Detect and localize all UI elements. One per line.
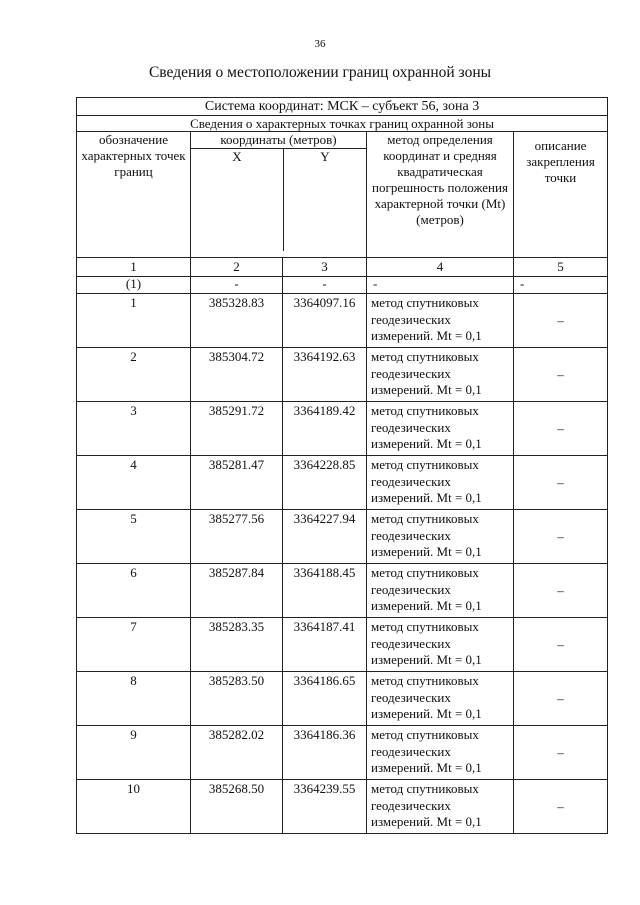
- header-coordinates-group: [191, 132, 367, 258]
- method-description: метод спутниковых геодезических измерений. Mt = 0,1: [367, 618, 514, 672]
- empty-cell: -: [367, 277, 514, 294]
- column-number: 1: [77, 258, 191, 277]
- header-coordinates: координаты (метров): [191, 132, 366, 149]
- contour-label: (1): [77, 277, 191, 294]
- table-row: [77, 780, 608, 834]
- coordinate-x: 385283.50: [191, 672, 283, 726]
- point-id: 2: [77, 348, 191, 402]
- coordinate-y: 3364186.36: [283, 726, 367, 780]
- coordinate-x: 385328.83: [191, 294, 283, 348]
- point-id: 5: [77, 510, 191, 564]
- point-id: 10: [77, 780, 191, 834]
- empty-cell: -: [283, 277, 367, 294]
- coordinate-x: 385304.72: [191, 348, 283, 402]
- method-description: метод спутниковых геодезических измерений. Mt = 0,1: [367, 402, 514, 456]
- header-description: описание закрепления точки: [514, 132, 608, 258]
- fixing-description: –: [514, 456, 608, 510]
- fixing-description: –: [514, 672, 608, 726]
- table-row: [77, 294, 608, 348]
- table-row: [77, 402, 608, 456]
- fixing-description: –: [514, 780, 608, 834]
- coordinate-y: 3364097.16: [283, 294, 367, 348]
- empty-cell: -: [514, 277, 608, 294]
- coordinate-y: 3364239.55: [283, 780, 367, 834]
- point-id: 6: [77, 564, 191, 618]
- column-numbers-row: [77, 258, 608, 277]
- table-row: [77, 456, 608, 510]
- coordinate-x: 385283.35: [191, 618, 283, 672]
- method-description: метод спутниковых геодезических измерений. Mt = 0,1: [367, 672, 514, 726]
- point-id: 4: [77, 456, 191, 510]
- column-number: 4: [367, 258, 514, 277]
- document-title: Сведения о местоположении границ охранной зоны: [148, 64, 492, 81]
- coordinate-x: 385268.50: [191, 780, 283, 834]
- fixing-description: –: [514, 294, 608, 348]
- table-row: [77, 510, 608, 564]
- method-description: метод спутниковых геодезических измерений. Mt = 0,1: [367, 456, 514, 510]
- point-id: 3: [77, 402, 191, 456]
- coordinate-x: 385281.47: [191, 456, 283, 510]
- coordinate-system-title: Система координат: МСК – субъект 56, зона 3: [77, 98, 608, 116]
- point-id: 1: [77, 294, 191, 348]
- coordinate-y: 3364228.85: [283, 456, 367, 510]
- point-id: 9: [77, 726, 191, 780]
- coordinate-y: 3364189.42: [283, 402, 367, 456]
- fixing-description: –: [514, 564, 608, 618]
- info-title-row: [77, 116, 608, 132]
- table-row: [77, 348, 608, 402]
- coordinate-x: 385282.02: [191, 726, 283, 780]
- column-number: 2: [191, 258, 283, 277]
- coordinates-table: [76, 97, 608, 834]
- table-row: [77, 564, 608, 618]
- page-number: 36: [314, 38, 326, 50]
- header-designation: обозначение характерных точек границ: [77, 132, 191, 258]
- header-row: [77, 132, 608, 258]
- point-id: 8: [77, 672, 191, 726]
- fixing-description: –: [514, 348, 608, 402]
- table-row: [77, 726, 608, 780]
- point-id: 7: [77, 618, 191, 672]
- fixing-description: –: [514, 726, 608, 780]
- column-number: 5: [514, 258, 608, 277]
- coordinate-x: 385277.56: [191, 510, 283, 564]
- fixing-description: –: [514, 402, 608, 456]
- header-y: Y: [320, 149, 330, 164]
- method-description: метод спутниковых геодезических измерений. Mt = 0,1: [367, 348, 514, 402]
- empty-cell: -: [191, 277, 283, 294]
- coordinate-x: 385291.72: [191, 402, 283, 456]
- table-row: [77, 618, 608, 672]
- table-row: [77, 672, 608, 726]
- column-number: 3: [283, 258, 367, 277]
- coordinate-y: 3364187.41: [283, 618, 367, 672]
- coordinate-x: 385287.84: [191, 564, 283, 618]
- contour-row: [77, 277, 608, 294]
- method-description: метод спутниковых геодезических измерений. Mt = 0,1: [367, 294, 514, 348]
- fixing-description: –: [514, 618, 608, 672]
- method-description: метод спутниковых геодезических измерений. Mt = 0,1: [367, 780, 514, 834]
- header-x: X: [191, 149, 284, 251]
- coordinate-y: 3364227.94: [283, 510, 367, 564]
- header-method: метод определения координат и средняя квадратическая погрешность положения характерной точки (Mt) (метров): [367, 132, 514, 258]
- coordinate-y: 3364192.63: [283, 348, 367, 402]
- characteristic-points-title: Сведения о характерных точках границ охранной зоны: [77, 116, 608, 132]
- coordinate-y: 3364188.45: [283, 564, 367, 618]
- method-description: метод спутниковых геодезических измерений. Mt = 0,1: [367, 726, 514, 780]
- fixing-description: –: [514, 510, 608, 564]
- method-description: метод спутниковых геодезических измерений. Mt = 0,1: [367, 564, 514, 618]
- coordinate-y: 3364186.65: [283, 672, 367, 726]
- coordinate-system-row: [77, 98, 608, 116]
- method-description: метод спутниковых геодезических измерений. Mt = 0,1: [367, 510, 514, 564]
